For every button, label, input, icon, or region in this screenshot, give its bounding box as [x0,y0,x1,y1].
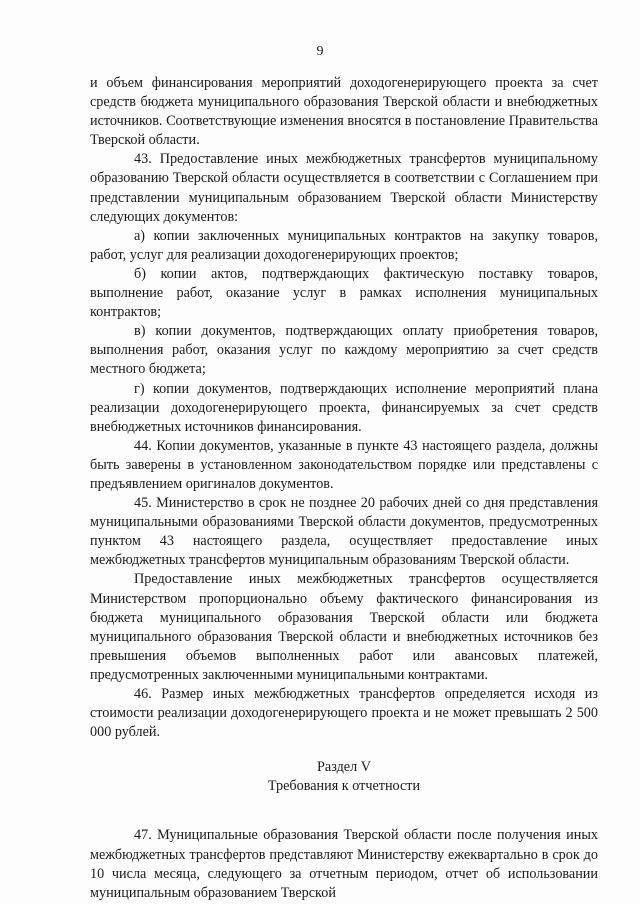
section-label: Раздел V [317,759,371,776]
paragraph-item-43b: б) копии актов, подтверждающих фактическую поставку товаров, выполнение работ, оказание услуг в рамках исполнения муниципальных контрактов; [90,265,598,321]
paragraph-continuation: и объем финансирования мероприятий доходогенерирующего проекта за счет средств бюджета муниципального образования Тверской области и внебюджетных источников. Соответствующие изменения вносятся в постановление Правительства Тверской области. [90,75,598,149]
section-title: Требования к отчетности [267,778,421,795]
paragraph-item-45-continued: Предоставление иных межбюджетных трансфертов осуществляется Министерством пропорционально объему фактического финансирования из бюджета муниципального образования Тверской области или бюджета муниципального образования Тверской области и внебюджетных источников без превышения объемов выполненных работ или авансовых платежей, предусмотренных заключенными муниципальными контрактами. [90,571,598,683]
paragraph-item-45: 45. Министерство в срок не позднее 20 рабочих дней со дня представления муниципальными образованиями Тверской области документов, предусмотренных пунктом 43 настоящего раздела, осуществляет предоставление иных межбюджетных трансфертов муниципальным образованиям Тверской области. [90,495,598,569]
document-body [90,74,598,903]
paragraph-item-43a: а) копии заключенных муниципальных контрактов на закупку товаров, работ, услуг для реализации доходогенерирующих проектов; [90,227,598,263]
paragraph-item-43d: г) копии документов, подтверждающих исполнение мероприятий плана реализации доходогенерирующего проекта, финансируемых за счет средств внебюджетных источников финансирования. [90,380,598,435]
paragraph-item-47: 47. Муниципальные образования Тверской области после получения иных межбюджетных трансфертов представляют Министерству ежеквартально в срок до 10 числа месяца, следующего за отчетным периодом, отчет об использовании муниципальным образованием Тверской [90,827,598,901]
paragraph-item-46: 46. Размер иных межбюджетных трансфертов определяется исходя из стоимости реализации доходогенерирующего проекта и не может превышать 2 500 000 рублей. [90,686,598,741]
paragraph-item-43c: в) копии документов, подтверждающих оплату приобретения товаров, выполнения работ, оказания услуг по каждому мероприятию за счет средств местного бюджета; [90,323,598,378]
page-number: 9 [316,44,324,59]
paragraph-item-43: 43. Предоставление иных межбюджетных трансфертов муниципальному образованию Тверской области осуществляется в соответствии с Соглашением при представлении муниципальным образованием Тверской области Министерству следующих документов: [90,151,598,225]
paragraph-item-44: 44. Копии документов, указанные в пункте 43 настоящего раздела, должны быть заверены в установленном законодательством порядке или представлены с предъявлением оригиналов документов. [90,437,598,492]
